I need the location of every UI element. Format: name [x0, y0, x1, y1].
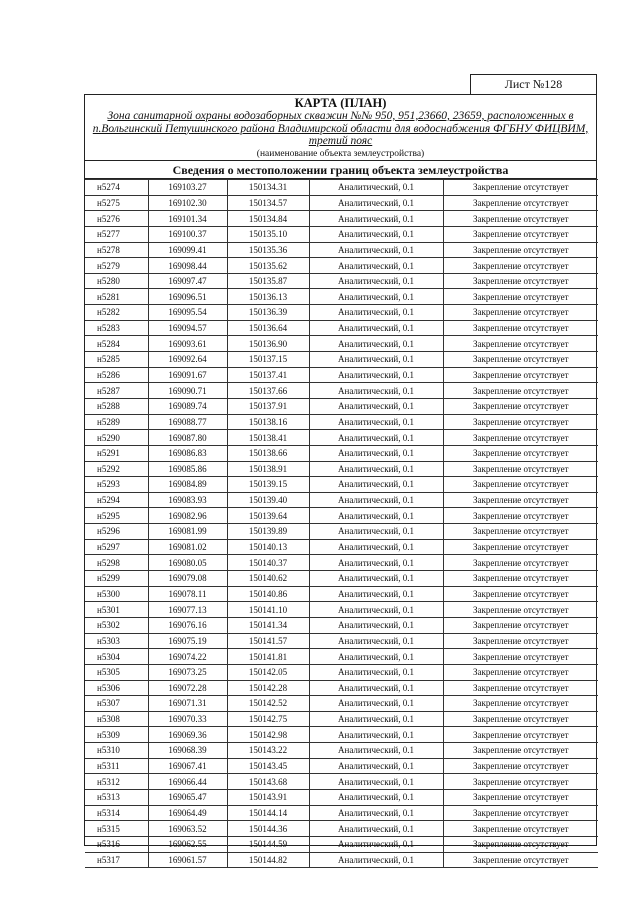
- coord-x-cell: 169072.28: [148, 680, 227, 696]
- coord-y-cell: 150138.66: [227, 445, 309, 461]
- point-id-cell: н5296: [85, 524, 148, 540]
- point-id-cell: н5301: [85, 602, 148, 618]
- coord-y-cell: 150139.40: [227, 492, 309, 508]
- marking-cell: Закрепление отсутствует: [443, 508, 598, 524]
- object-name-caption: (наименование объекта землеустройства): [256, 148, 425, 159]
- table-row: [85, 617, 598, 633]
- marking-cell: Закрепление отсутствует: [443, 383, 598, 399]
- method-accuracy-cell: Аналитический, 0.1: [309, 571, 443, 587]
- method-accuracy-cell: Аналитический, 0.1: [309, 492, 443, 508]
- method-accuracy-cell: Аналитический, 0.1: [309, 649, 443, 665]
- coord-x-cell: 169083.93: [148, 492, 227, 508]
- marking-cell: Закрепление отсутствует: [443, 680, 598, 696]
- method-accuracy-cell: Аналитический, 0.1: [309, 711, 443, 727]
- table-row: [85, 696, 598, 712]
- coord-x-cell: 169077.13: [148, 602, 227, 618]
- coord-x-cell: 169069.36: [148, 727, 227, 743]
- table-row: [85, 383, 598, 399]
- method-accuracy-cell: Аналитический, 0.1: [309, 758, 443, 774]
- coord-y-cell: 150135.36: [227, 242, 309, 258]
- coord-y-cell: 150134.57: [227, 195, 309, 211]
- table-row: [85, 743, 598, 759]
- point-id-cell: н5291: [85, 445, 148, 461]
- point-id-cell: н5278: [85, 242, 148, 258]
- method-accuracy-cell: Аналитический, 0.1: [309, 805, 443, 821]
- point-id-cell: н5290: [85, 430, 148, 446]
- coord-x-cell: 169085.86: [148, 461, 227, 477]
- point-id-cell: н5276: [85, 211, 148, 227]
- method-accuracy-cell: Аналитический, 0.1: [309, 226, 443, 242]
- table-row: [85, 539, 598, 555]
- marking-cell: Закрепление отсутствует: [443, 758, 598, 774]
- coord-x-cell: 169063.52: [148, 821, 227, 837]
- coord-y-cell: 150136.64: [227, 320, 309, 336]
- point-id-cell: н5311: [85, 758, 148, 774]
- marking-cell: Закрепление отсутствует: [443, 602, 598, 618]
- point-id-cell: н5279: [85, 258, 148, 274]
- coord-y-cell: 150143.91: [227, 789, 309, 805]
- table-row: [85, 821, 598, 837]
- method-accuracy-cell: Аналитический, 0.1: [309, 508, 443, 524]
- coord-x-cell: 169081.02: [148, 539, 227, 555]
- method-accuracy-cell: Аналитический, 0.1: [309, 211, 443, 227]
- method-accuracy-cell: Аналитический, 0.1: [309, 586, 443, 602]
- coord-y-cell: 150139.15: [227, 477, 309, 493]
- method-accuracy-cell: Аналитический, 0.1: [309, 383, 443, 399]
- marking-cell: Закрепление отсутствует: [443, 805, 598, 821]
- table-row: [85, 571, 598, 587]
- method-accuracy-cell: Аналитический, 0.1: [309, 696, 443, 712]
- point-id-cell: н5314: [85, 805, 148, 821]
- method-accuracy-cell: Аналитический, 0.1: [309, 789, 443, 805]
- marking-cell: Закрепление отсутствует: [443, 743, 598, 759]
- coord-y-cell: 150138.41: [227, 430, 309, 446]
- method-accuracy-cell: Аналитический, 0.1: [309, 555, 443, 571]
- coord-x-cell: 169080.05: [148, 555, 227, 571]
- table-row: [85, 633, 598, 649]
- marking-cell: Закрепление отсутствует: [443, 226, 598, 242]
- coord-x-cell: 169102.30: [148, 195, 227, 211]
- table-row: [85, 586, 598, 602]
- coord-y-cell: 150138.91: [227, 461, 309, 477]
- point-id-cell: н5280: [85, 273, 148, 289]
- table-row: [85, 320, 598, 336]
- coord-y-cell: 150135.10: [227, 226, 309, 242]
- coord-x-cell: 169081.99: [148, 524, 227, 540]
- coord-x-cell: 169079.08: [148, 571, 227, 587]
- coord-x-cell: 169074.22: [148, 649, 227, 665]
- marking-cell: Закрепление отсутствует: [443, 398, 598, 414]
- method-accuracy-cell: Аналитический, 0.1: [309, 852, 443, 868]
- table-row: [85, 226, 598, 242]
- marking-cell: Закрепление отсутствует: [443, 352, 598, 368]
- table-row: [85, 711, 598, 727]
- coord-x-cell: 169086.83: [148, 445, 227, 461]
- table-row: [85, 758, 598, 774]
- point-id-cell: н5317: [85, 852, 148, 868]
- section-title: Сведения о местоположении границ объекта землеустройства: [85, 161, 596, 179]
- coord-x-cell: 169073.25: [148, 664, 227, 680]
- object-name-line-1: Зона санитарной охраны водозаборных скважин №№ 950, 951,23660, 23659, расположенных в: [107, 110, 574, 122]
- table-row: [85, 649, 598, 665]
- coord-x-cell: 169096.51: [148, 289, 227, 305]
- coord-y-cell: 150136.13: [227, 289, 309, 305]
- coord-y-cell: 150140.86: [227, 586, 309, 602]
- coord-x-cell: 169087.80: [148, 430, 227, 446]
- coord-x-cell: 169103.27: [148, 180, 227, 196]
- method-accuracy-cell: Аналитический, 0.1: [309, 352, 443, 368]
- method-accuracy-cell: Аналитический, 0.1: [309, 398, 443, 414]
- point-id-cell: н5306: [85, 680, 148, 696]
- marking-cell: Закрепление отсутствует: [443, 649, 598, 665]
- point-id-cell: н5312: [85, 774, 148, 790]
- method-accuracy-cell: Аналитический, 0.1: [309, 305, 443, 321]
- coord-y-cell: 150140.62: [227, 571, 309, 587]
- method-accuracy-cell: Аналитический, 0.1: [309, 836, 443, 852]
- marking-cell: Закрепление отсутствует: [443, 727, 598, 743]
- point-id-cell: н5289: [85, 414, 148, 430]
- method-accuracy-cell: Аналитический, 0.1: [309, 821, 443, 837]
- coord-y-cell: 150141.34: [227, 617, 309, 633]
- table-row: [85, 774, 598, 790]
- method-accuracy-cell: Аналитический, 0.1: [309, 727, 443, 743]
- marking-cell: Закрепление отсутствует: [443, 211, 598, 227]
- point-id-cell: н5305: [85, 664, 148, 680]
- coord-x-cell: 169100.37: [148, 226, 227, 242]
- coord-x-cell: 169068.39: [148, 743, 227, 759]
- marking-cell: Закрепление отсутствует: [443, 242, 598, 258]
- table-row: [85, 336, 598, 352]
- table-row: [85, 305, 598, 321]
- marking-cell: Закрепление отсутствует: [443, 555, 598, 571]
- coord-y-cell: 150136.90: [227, 336, 309, 352]
- coord-y-cell: 150140.13: [227, 539, 309, 555]
- coord-x-cell: 169101.34: [148, 211, 227, 227]
- marking-cell: Закрепление отсутствует: [443, 633, 598, 649]
- point-id-cell: н5307: [85, 696, 148, 712]
- marking-cell: Закрепление отсутствует: [443, 821, 598, 837]
- point-id-cell: н5315: [85, 821, 148, 837]
- method-accuracy-cell: Аналитический, 0.1: [309, 664, 443, 680]
- coord-y-cell: 150135.62: [227, 258, 309, 274]
- table-row: [85, 602, 598, 618]
- coord-y-cell: 150134.31: [227, 180, 309, 196]
- point-id-cell: н5316: [85, 836, 148, 852]
- coord-y-cell: 150138.16: [227, 414, 309, 430]
- method-accuracy-cell: Аналитический, 0.1: [309, 414, 443, 430]
- marking-cell: Закрепление отсутствует: [443, 258, 598, 274]
- coord-x-cell: 169065.47: [148, 789, 227, 805]
- marking-cell: Закрепление отсутствует: [443, 445, 598, 461]
- method-accuracy-cell: Аналитический, 0.1: [309, 680, 443, 696]
- marking-cell: Закрепление отсутствует: [443, 789, 598, 805]
- boundary-points-table: [85, 179, 598, 868]
- coord-y-cell: 150141.57: [227, 633, 309, 649]
- method-accuracy-cell: Аналитический, 0.1: [309, 242, 443, 258]
- document-header: [85, 95, 596, 161]
- coord-y-cell: 150140.37: [227, 555, 309, 571]
- table-row: [85, 258, 598, 274]
- point-id-cell: н5297: [85, 539, 148, 555]
- point-id-cell: н5282: [85, 305, 148, 321]
- coord-y-cell: 150141.10: [227, 602, 309, 618]
- marking-cell: Закрепление отсутствует: [443, 461, 598, 477]
- coord-y-cell: 150142.52: [227, 696, 309, 712]
- method-accuracy-cell: Аналитический, 0.1: [309, 539, 443, 555]
- method-accuracy-cell: Аналитический, 0.1: [309, 180, 443, 196]
- point-id-cell: н5275: [85, 195, 148, 211]
- coord-x-cell: 169091.67: [148, 367, 227, 383]
- marking-cell: Закрепление отсутствует: [443, 289, 598, 305]
- coord-y-cell: 150139.64: [227, 508, 309, 524]
- point-id-cell: н5304: [85, 649, 148, 665]
- table-row: [85, 508, 598, 524]
- coord-y-cell: 150144.36: [227, 821, 309, 837]
- method-accuracy-cell: Аналитический, 0.1: [309, 320, 443, 336]
- point-id-cell: н5292: [85, 461, 148, 477]
- marking-cell: Закрепление отсутствует: [443, 195, 598, 211]
- point-id-cell: н5310: [85, 743, 148, 759]
- point-id-cell: н5283: [85, 320, 148, 336]
- coord-y-cell: 150142.98: [227, 727, 309, 743]
- coord-y-cell: 150142.05: [227, 664, 309, 680]
- marking-cell: Закрепление отсутствует: [443, 539, 598, 555]
- point-id-cell: н5274: [85, 180, 148, 196]
- table-row: [85, 211, 598, 227]
- marking-cell: Закрепление отсутствует: [443, 571, 598, 587]
- point-id-cell: н5309: [85, 727, 148, 743]
- table-row: [85, 289, 598, 305]
- point-id-cell: н5303: [85, 633, 148, 649]
- method-accuracy-cell: Аналитический, 0.1: [309, 445, 443, 461]
- coord-x-cell: 169064.49: [148, 805, 227, 821]
- coord-x-cell: 169092.64: [148, 352, 227, 368]
- point-id-cell: н5300: [85, 586, 148, 602]
- coord-y-cell: 150144.14: [227, 805, 309, 821]
- sheet-number: Лист №128: [470, 74, 597, 94]
- coord-y-cell: 150144.59: [227, 836, 309, 852]
- coord-x-cell: 169090.71: [148, 383, 227, 399]
- method-accuracy-cell: Аналитический, 0.1: [309, 477, 443, 493]
- method-accuracy-cell: Аналитический, 0.1: [309, 258, 443, 274]
- point-id-cell: н5294: [85, 492, 148, 508]
- table-row: [85, 492, 598, 508]
- method-accuracy-cell: Аналитический, 0.1: [309, 195, 443, 211]
- coord-y-cell: 150143.45: [227, 758, 309, 774]
- marking-cell: Закрепление отсутствует: [443, 836, 598, 852]
- coord-x-cell: 169075.19: [148, 633, 227, 649]
- coord-x-cell: 169076.16: [148, 617, 227, 633]
- marking-cell: Закрепление отсутствует: [443, 711, 598, 727]
- marking-cell: Закрепление отсутствует: [443, 696, 598, 712]
- coord-y-cell: 150142.75: [227, 711, 309, 727]
- method-accuracy-cell: Аналитический, 0.1: [309, 273, 443, 289]
- point-id-cell: н5293: [85, 477, 148, 493]
- table-row: [85, 555, 598, 571]
- method-accuracy-cell: Аналитический, 0.1: [309, 602, 443, 618]
- coord-y-cell: 150141.81: [227, 649, 309, 665]
- method-accuracy-cell: Аналитический, 0.1: [309, 336, 443, 352]
- point-id-cell: н5284: [85, 336, 148, 352]
- method-accuracy-cell: Аналитический, 0.1: [309, 774, 443, 790]
- point-id-cell: н5288: [85, 398, 148, 414]
- marking-cell: Закрепление отсутствует: [443, 852, 598, 868]
- table-row: [85, 352, 598, 368]
- coord-y-cell: 150139.89: [227, 524, 309, 540]
- marking-cell: Закрепление отсутствует: [443, 367, 598, 383]
- coord-x-cell: 169067.41: [148, 758, 227, 774]
- marking-cell: Закрепление отсутствует: [443, 774, 598, 790]
- coord-x-cell: 169082.96: [148, 508, 227, 524]
- coord-y-cell: 150137.66: [227, 383, 309, 399]
- method-accuracy-cell: Аналитический, 0.1: [309, 367, 443, 383]
- coord-y-cell: 150143.22: [227, 743, 309, 759]
- marking-cell: Закрепление отсутствует: [443, 273, 598, 289]
- marking-cell: Закрепление отсутствует: [443, 617, 598, 633]
- coord-y-cell: 150144.82: [227, 852, 309, 868]
- coord-x-cell: 169098.44: [148, 258, 227, 274]
- marking-cell: Закрепление отсутствует: [443, 305, 598, 321]
- coord-x-cell: 169061.57: [148, 852, 227, 868]
- coord-x-cell: 169084.89: [148, 477, 227, 493]
- coord-x-cell: 169078.11: [148, 586, 227, 602]
- table-row: [85, 273, 598, 289]
- marking-cell: Закрепление отсутствует: [443, 320, 598, 336]
- point-id-cell: н5302: [85, 617, 148, 633]
- coord-y-cell: 150143.68: [227, 774, 309, 790]
- coord-y-cell: 150137.15: [227, 352, 309, 368]
- marking-cell: Закрепление отсутствует: [443, 524, 598, 540]
- marking-cell: Закрепление отсутствует: [443, 664, 598, 680]
- table-row: [85, 789, 598, 805]
- table-row: [85, 461, 598, 477]
- coord-y-cell: 150142.28: [227, 680, 309, 696]
- point-id-cell: н5281: [85, 289, 148, 305]
- coord-x-cell: 169088.77: [148, 414, 227, 430]
- coord-x-cell: 169094.57: [148, 320, 227, 336]
- point-id-cell: н5286: [85, 367, 148, 383]
- coord-x-cell: 169097.47: [148, 273, 227, 289]
- coord-x-cell: 169062.55: [148, 836, 227, 852]
- coord-x-cell: 169071.31: [148, 696, 227, 712]
- coord-y-cell: 150136.39: [227, 305, 309, 321]
- object-name-line-3: третий пояс: [308, 135, 373, 147]
- map-plan-frame: [84, 94, 597, 865]
- point-id-cell: н5285: [85, 352, 148, 368]
- marking-cell: Закрепление отсутствует: [443, 586, 598, 602]
- point-id-cell: н5287: [85, 383, 148, 399]
- table-row: [85, 524, 598, 540]
- point-id-cell: н5277: [85, 226, 148, 242]
- method-accuracy-cell: Аналитический, 0.1: [309, 461, 443, 477]
- object-name-line-2: п.Вольгинский Петушинского района Владимирской области для водоснабжения ФГБНУ ФИЦВИМ,: [92, 122, 589, 135]
- marking-cell: Закрепление отсутствует: [443, 180, 598, 196]
- table-row: [85, 477, 598, 493]
- table-row: [85, 805, 598, 821]
- marking-cell: Закрепление отсутствует: [443, 492, 598, 508]
- table-row: [85, 195, 598, 211]
- method-accuracy-cell: Аналитический, 0.1: [309, 617, 443, 633]
- table-row: [85, 727, 598, 743]
- method-accuracy-cell: Аналитический, 0.1: [309, 743, 443, 759]
- coord-y-cell: 150137.91: [227, 398, 309, 414]
- coord-x-cell: 169066.44: [148, 774, 227, 790]
- point-id-cell: н5299: [85, 571, 148, 587]
- table-row: [85, 852, 598, 868]
- marking-cell: Закрепление отсутствует: [443, 477, 598, 493]
- marking-cell: Закрепление отсутствует: [443, 336, 598, 352]
- coord-y-cell: 150135.87: [227, 273, 309, 289]
- point-id-cell: н5298: [85, 555, 148, 571]
- table-row: [85, 242, 598, 258]
- coord-x-cell: 169093.61: [148, 336, 227, 352]
- method-accuracy-cell: Аналитический, 0.1: [309, 430, 443, 446]
- table-row: [85, 398, 598, 414]
- coord-x-cell: 169089.74: [148, 398, 227, 414]
- coord-x-cell: 169099.41: [148, 242, 227, 258]
- table-row: [85, 180, 598, 196]
- table-row: [85, 430, 598, 446]
- method-accuracy-cell: Аналитический, 0.1: [309, 633, 443, 649]
- table-row: [85, 664, 598, 680]
- method-accuracy-cell: Аналитический, 0.1: [309, 289, 443, 305]
- coord-y-cell: 150134.84: [227, 211, 309, 227]
- table-row: [85, 414, 598, 430]
- coord-y-cell: 150137.41: [227, 367, 309, 383]
- table-row: [85, 367, 598, 383]
- marking-cell: Закрепление отсутствует: [443, 430, 598, 446]
- method-accuracy-cell: Аналитический, 0.1: [309, 524, 443, 540]
- marking-cell: Закрепление отсутствует: [443, 414, 598, 430]
- point-id-cell: н5295: [85, 508, 148, 524]
- point-id-cell: н5313: [85, 789, 148, 805]
- table-row: [85, 680, 598, 696]
- point-id-cell: н5308: [85, 711, 148, 727]
- document-title: КАРТА (ПЛАН): [294, 96, 387, 110]
- coord-x-cell: 169095.54: [148, 305, 227, 321]
- table-row: [85, 445, 598, 461]
- table-row: [85, 836, 598, 852]
- coord-x-cell: 169070.33: [148, 711, 227, 727]
